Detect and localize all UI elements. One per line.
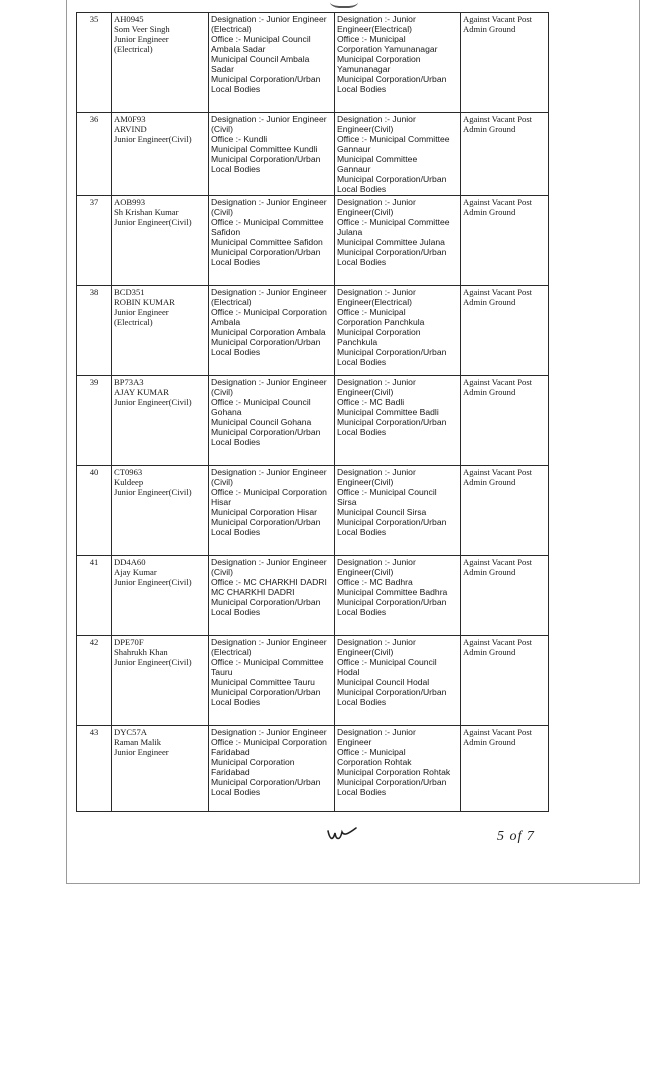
serial-number: 36	[77, 113, 112, 196]
employee-post: (Electrical)	[114, 44, 153, 54]
to-line: Engineer(Civil)	[337, 477, 394, 487]
from-line: Local Bodies	[211, 437, 261, 447]
from-line: Municipal Corporation/Urban	[211, 687, 321, 697]
employee-name: Ajay Kumar	[114, 567, 157, 577]
to-line: Office :- Municipal	[337, 34, 406, 44]
to-line: Engineer(Civil)	[337, 567, 394, 577]
from-line: Gohana	[211, 407, 242, 417]
to-line: Office :- MC Badli	[337, 397, 405, 407]
from-line: Office :- Kundli	[211, 134, 268, 144]
employee-name: Som Veer Singh	[114, 24, 170, 34]
employee-cell	[112, 113, 209, 196]
to-line: Local Bodies	[337, 357, 387, 367]
to-line: Municipal Corporation/Urban	[337, 347, 447, 357]
to-line: Panchkula	[337, 337, 378, 347]
from-line: (Civil)	[211, 124, 233, 134]
from-line: Municipal Committee Safidon	[211, 237, 323, 247]
to-line: Municipal Corporation/Urban	[337, 687, 447, 697]
to-line: Municipal Committee Julana	[337, 237, 445, 247]
from-line: Sadar	[211, 64, 234, 74]
remarks-cell	[461, 113, 549, 196]
to-posting	[335, 376, 461, 466]
from-line: Local Bodies	[211, 697, 261, 707]
remarks-cell	[461, 726, 549, 812]
from-line: Office :- MC CHARKHI DADRI	[211, 577, 327, 587]
employee-cell	[112, 196, 209, 286]
remark-line: Against Vacant Post	[463, 197, 533, 207]
from-line: Municipal Corporation/Urban	[211, 154, 321, 164]
from-line: Municipal Corporation/Urban	[211, 427, 321, 437]
from-line: Local Bodies	[211, 527, 261, 537]
from-posting	[209, 196, 335, 286]
to-line: Designation :- Junior	[337, 727, 416, 737]
employee-cell	[112, 726, 209, 812]
serial-number: 41	[77, 556, 112, 636]
remarks-cell	[461, 196, 549, 286]
to-line: Municipal Corporation/Urban	[337, 517, 447, 527]
from-posting	[209, 556, 335, 636]
to-posting	[335, 13, 461, 113]
from-posting	[209, 726, 335, 812]
to-line: Gannaur	[337, 144, 371, 154]
to-line: Sirsa	[337, 497, 357, 507]
to-posting	[335, 113, 461, 196]
employee-name: Kuldeep	[114, 477, 144, 487]
from-line: Designation :- Junior Engineer	[211, 637, 327, 647]
to-line: Local Bodies	[337, 527, 387, 537]
employee-cell	[112, 286, 209, 376]
to-line: Municipal Corporation/Urban	[337, 597, 447, 607]
remark-line: Against Vacant Post	[463, 14, 533, 24]
remark-line: Against Vacant Post	[463, 377, 533, 387]
serial-number: 39	[77, 376, 112, 466]
to-line: Municipal Committee	[337, 154, 418, 164]
remarks-cell	[461, 376, 549, 466]
to-line: Municipal Corporation/Urban	[337, 74, 447, 84]
table-row	[77, 286, 549, 376]
from-posting	[209, 13, 335, 113]
table-row	[77, 466, 549, 556]
employee-name: ROBIN KUMAR	[114, 297, 175, 307]
from-line: Designation :- Junior Engineer	[211, 197, 327, 207]
to-line: Office :- Municipal	[337, 747, 406, 757]
remark-line: Admin Ground	[463, 207, 516, 217]
to-line: Office :- Municipal Council	[337, 487, 437, 497]
to-line: Local Bodies	[337, 257, 387, 267]
from-line: Municipal Corporation/Urban	[211, 777, 321, 787]
employee-post: Junior Engineer	[114, 307, 169, 317]
from-line: Local Bodies	[211, 257, 261, 267]
from-line: Office :- Municipal Corporation	[211, 737, 327, 747]
from-line: Municipal Corporation/Urban	[211, 337, 321, 347]
remark-line: Admin Ground	[463, 297, 516, 307]
to-line: Local Bodies	[337, 697, 387, 707]
from-line: Municipal Corporation Hisar	[211, 507, 318, 517]
from-line: Local Bodies	[211, 347, 261, 357]
to-line: Municipal Council Sirsa	[337, 507, 427, 517]
employee-cell	[112, 556, 209, 636]
to-line: Corporation Panchkula	[337, 317, 425, 327]
employee-code: DD4A60	[114, 557, 146, 567]
from-line: (Civil)	[211, 567, 233, 577]
from-line: Designation :- Junior Engineer	[211, 377, 327, 387]
from-posting	[209, 376, 335, 466]
serial-number: 37	[77, 196, 112, 286]
from-line: Municipal Corporation/Urban	[211, 517, 321, 527]
from-line: Municipal Corporation/Urban	[211, 74, 321, 84]
serial-number: 35	[77, 13, 112, 113]
from-line: Ambala	[211, 317, 241, 327]
from-line: Designation :- Junior Engineer	[211, 467, 327, 477]
to-line: Municipal Corporation	[337, 54, 421, 64]
employee-name: Raman Malik	[114, 737, 162, 747]
to-line: Municipal Corporation/Urban	[337, 247, 447, 257]
to-line: Local Bodies	[337, 427, 387, 437]
remark-line: Against Vacant Post	[463, 637, 533, 647]
to-line: Designation :- Junior	[337, 467, 416, 477]
from-posting	[209, 636, 335, 726]
employee-post: Junior Engineer	[114, 747, 169, 757]
employee-cell	[112, 13, 209, 113]
remarks-cell	[461, 286, 549, 376]
employee-cell	[112, 376, 209, 466]
to-line: Hodal	[337, 667, 360, 677]
remarks-cell	[461, 13, 549, 113]
employee-post: Junior Engineer(Civil)	[114, 577, 192, 587]
employee-code: DPE70F	[114, 637, 144, 647]
to-line: Office :- Municipal Council	[337, 657, 437, 667]
from-line: Tauru	[211, 667, 233, 677]
from-line: (Electrical)	[211, 647, 252, 657]
from-line: Office :- Municipal Committee	[211, 657, 324, 667]
remark-line: Admin Ground	[463, 24, 516, 34]
from-line: Municipal Corporation/Urban	[211, 597, 321, 607]
to-line: Yamunanagar	[337, 64, 391, 74]
to-line: Corporation Yamunanagar	[337, 44, 438, 54]
from-posting	[209, 286, 335, 376]
employee-code: BCD351	[114, 287, 145, 297]
from-line: Municipal Committee Kundli	[211, 144, 318, 154]
employee-code: AOB993	[114, 197, 146, 207]
from-line: MC CHARKHI DADRI	[211, 587, 295, 597]
from-line: Designation :- Junior Engineer	[211, 14, 327, 24]
from-line: Office :- Municipal Committee	[211, 217, 324, 227]
initials-signature	[326, 826, 360, 844]
to-line: Municipal Corporation	[337, 327, 421, 337]
to-line: Designation :- Junior	[337, 377, 416, 387]
table-row	[77, 726, 549, 812]
employee-post: Junior Engineer(Civil)	[114, 134, 192, 144]
from-line: Local Bodies	[211, 84, 261, 94]
to-posting	[335, 466, 461, 556]
remarks-cell	[461, 636, 549, 726]
employee-code: AM0F93	[114, 114, 146, 124]
from-line: Municipal Committee Tauru	[211, 677, 315, 687]
from-line: Ambala Sadar	[211, 44, 266, 54]
to-line: Designation :- Junior	[337, 557, 416, 567]
employee-code: DYC57A	[114, 727, 147, 737]
to-line: Engineer(Civil)	[337, 647, 394, 657]
remark-line: Against Vacant Post	[463, 287, 533, 297]
remarks-cell	[461, 466, 549, 556]
remark-line: Admin Ground	[463, 387, 516, 397]
to-line: Designation :- Junior	[337, 287, 416, 297]
to-line: Designation :- Junior	[337, 14, 416, 24]
remark-line: Against Vacant Post	[463, 467, 533, 477]
from-line: Local Bodies	[211, 607, 261, 617]
remark-line: Against Vacant Post	[463, 727, 533, 737]
serial-number: 42	[77, 636, 112, 726]
from-line: Designation :- Junior Engineer	[211, 114, 327, 124]
to-posting	[335, 286, 461, 376]
from-line: Local Bodies	[211, 787, 261, 797]
employee-cell	[112, 466, 209, 556]
table-row	[77, 376, 549, 466]
from-line: (Electrical)	[211, 297, 252, 307]
table-row	[77, 636, 549, 726]
to-line: Designation :- Junior	[337, 197, 416, 207]
from-line: Designation :- Junior Engineer	[211, 287, 327, 297]
to-posting	[335, 636, 461, 726]
to-line: Municipal Committee Badhra	[337, 587, 448, 597]
remark-line: Admin Ground	[463, 737, 516, 747]
to-line: Local Bodies	[337, 84, 387, 94]
employee-name: ARVIND	[114, 124, 147, 134]
employee-code: AH0945	[114, 14, 144, 24]
employee-code: CT0963	[114, 467, 143, 477]
employee-post: Junior Engineer(Civil)	[114, 657, 192, 667]
remark-line: Admin Ground	[463, 124, 516, 134]
to-posting	[335, 556, 461, 636]
employee-post: (Electrical)	[114, 317, 153, 327]
to-line: Corporation Rohtak	[337, 757, 412, 767]
to-line: Municipal Council Hodal	[337, 677, 430, 687]
remark-line: Against Vacant Post	[463, 557, 533, 567]
from-line: Municipal Corporation	[211, 757, 295, 767]
to-line: Office :- Municipal Committee	[337, 134, 450, 144]
to-line: Office :- Municipal Committee	[337, 217, 450, 227]
to-line: Engineer(Civil)	[337, 387, 394, 397]
to-posting	[335, 196, 461, 286]
page-number: 5 of 7	[497, 829, 535, 844]
to-line: Municipal Corporation Rohtak	[337, 767, 451, 777]
from-line: Local Bodies	[211, 164, 261, 174]
employee-code: BP73A3	[114, 377, 144, 387]
from-line: (Civil)	[211, 387, 233, 397]
employee-post: Junior Engineer(Civil)	[114, 487, 192, 497]
to-line: Engineer	[337, 737, 372, 747]
from-line: Designation :- Junior Engineer	[211, 557, 327, 567]
from-line: Office :- Municipal Council	[211, 34, 311, 44]
to-posting	[335, 726, 461, 812]
to-line: Municipal Corporation/Urban	[337, 417, 447, 427]
to-line: Julana	[337, 227, 363, 237]
from-posting	[209, 113, 335, 196]
from-line: Office :- Municipal Corporation	[211, 487, 327, 497]
to-line: Municipal Committee Badli	[337, 407, 439, 417]
from-line: Hisar	[211, 497, 232, 507]
from-line: Designation :- Junior Engineer	[211, 727, 327, 737]
table-row	[77, 196, 549, 286]
from-line: Office :- Municipal Council	[211, 397, 311, 407]
transfer-table	[76, 12, 549, 812]
remark-line: Against Vacant Post	[463, 114, 533, 124]
employee-post: Junior Engineer(Civil)	[114, 217, 192, 227]
to-line: Local Bodies	[337, 184, 387, 194]
employee-name: Sh Krishan Kumar	[114, 207, 179, 217]
table-row	[77, 113, 549, 196]
to-line: Office :- MC Badhra	[337, 577, 413, 587]
employee-cell	[112, 636, 209, 726]
to-line: Engineer(Electrical)	[337, 24, 412, 34]
from-line: Municipal Corporation/Urban	[211, 247, 321, 257]
from-posting	[209, 466, 335, 556]
to-line: Engineer(Civil)	[337, 124, 394, 134]
to-line: Local Bodies	[337, 787, 387, 797]
from-line: Municipal Corporation Ambala	[211, 327, 326, 337]
from-line: Faridabad	[211, 747, 250, 757]
from-line: (Civil)	[211, 207, 233, 217]
to-line: Local Bodies	[337, 607, 387, 617]
table-row	[77, 13, 549, 113]
to-line: Municipal Corporation/Urban	[337, 777, 447, 787]
serial-number: 40	[77, 466, 112, 556]
serial-number: 43	[77, 726, 112, 812]
from-line: Safidon	[211, 227, 241, 237]
employee-name: Shahrukh Khan	[114, 647, 168, 657]
employee-post: Junior Engineer	[114, 34, 169, 44]
from-line: (Civil)	[211, 477, 233, 487]
to-line: Engineer(Civil)	[337, 207, 394, 217]
from-line: Faridabad	[211, 767, 250, 777]
remark-line: Admin Ground	[463, 477, 516, 487]
from-line: Municipal Council Gohana	[211, 417, 312, 427]
remark-line: Admin Ground	[463, 647, 516, 657]
table-row	[77, 556, 549, 636]
from-line: Office :- Municipal Corporation	[211, 307, 327, 317]
to-line: Designation :- Junior	[337, 637, 416, 647]
to-line: Office :- Municipal	[337, 307, 406, 317]
from-line: (Electrical)	[211, 24, 252, 34]
remarks-cell	[461, 556, 549, 636]
employee-post: Junior Engineer(Civil)	[114, 397, 192, 407]
to-line: Designation :- Junior	[337, 114, 416, 124]
to-line: Gannaur	[337, 164, 371, 174]
employee-name: AJAY KUMAR	[114, 387, 169, 397]
from-line: Municipal Council Ambala	[211, 54, 310, 64]
to-line: Engineer(Electrical)	[337, 297, 412, 307]
to-line: Municipal Corporation/Urban	[337, 174, 447, 184]
serial-number: 38	[77, 286, 112, 376]
remark-line: Admin Ground	[463, 567, 516, 577]
